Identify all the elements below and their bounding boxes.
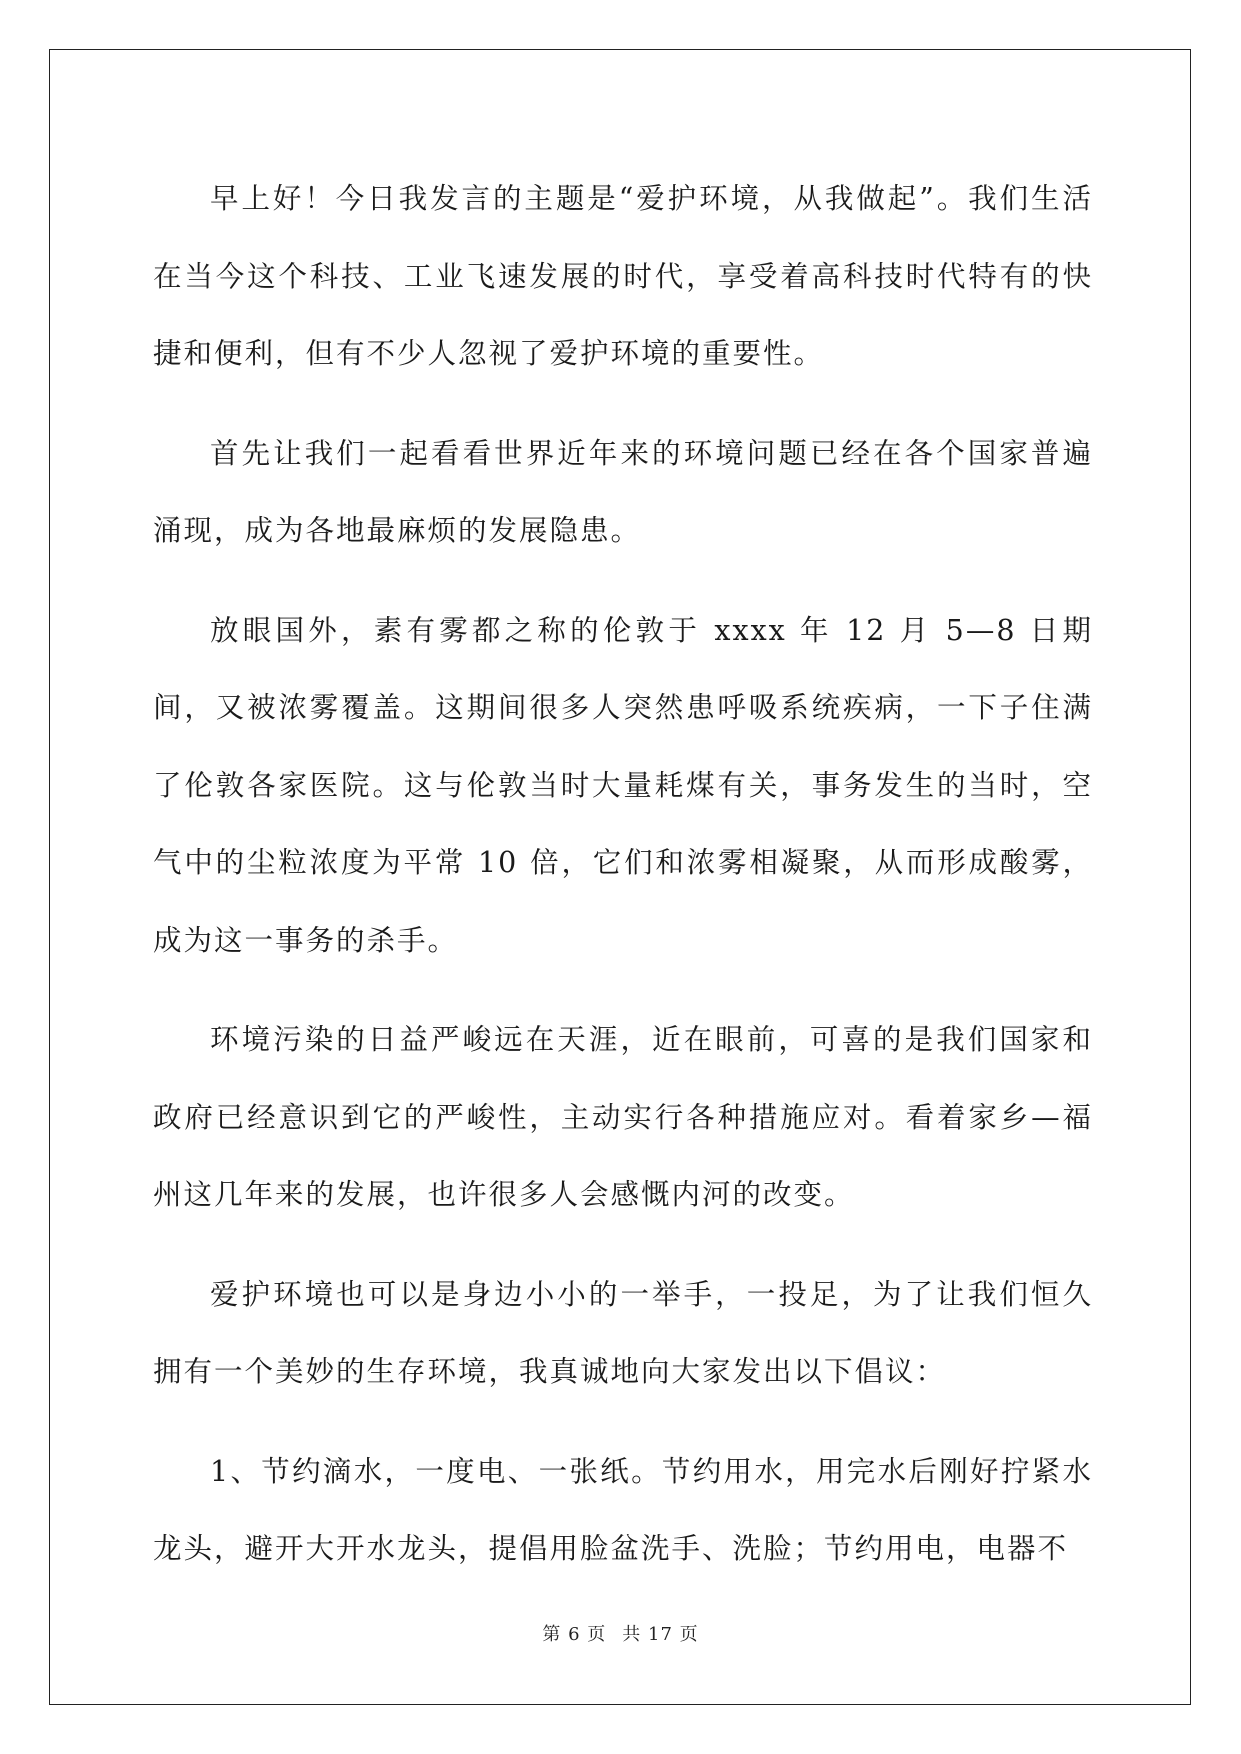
document-body	[153, 160, 1093, 1610]
page-total: 共 17 页	[622, 1624, 699, 1645]
paragraph: 1、节约滴水，一度电、一张纸。节约用水，用完水后刚好拧紧水龙头，避开大开水龙头，提倡用脸盆洗手、洗脸；节约用电，电器不	[153, 1454, 1093, 1565]
page-number: 第 6 页	[542, 1624, 607, 1645]
paragraph: 首先让我们一起看看世界近年来的环境问题已经在各个国家普遍涌现，成为各地最麻烦的发展隐患。	[153, 436, 1093, 547]
paragraph: 放眼国外，素有雾都之称的伦敦于 xxxx 年 12 月 5—8 日期间，又被浓雾覆盖。这期间很多人突然患呼吸系统疾病，一下子住满了伦敦各家医院。这与伦敦当时大量耗煤有关，事务发生的当时，空气中的尘粒浓度为平常 10 倍，它们和浓雾相凝聚，从而形成酸雾，成为这一事务的杀手。	[153, 613, 1093, 957]
paragraph: 环境污染的日益严峻远在天涯，近在眼前，可喜的是我们国家和政府已经意识到它的严峻性，主动实行各种措施应对。看着家乡—福州这几年来的发展，也许很多人会感慨内河的改变。	[153, 1023, 1093, 1211]
page-footer	[0, 1620, 1241, 1646]
paragraph: 早上好！今日我发言的主题是“爱护环境，从我做起”。我们生活在当今这个科技、工业飞速发展的时代，享受着高科技时代特有的快捷和便利，但有不少人忽视了爱护环境的重要性。	[153, 182, 1093, 370]
paragraph: 爱护环境也可以是身边小小的一举手，一投足，为了让我们恒久拥有一个美妙的生存环境，我真诚地向大家发出以下倡议：	[153, 1277, 1093, 1388]
